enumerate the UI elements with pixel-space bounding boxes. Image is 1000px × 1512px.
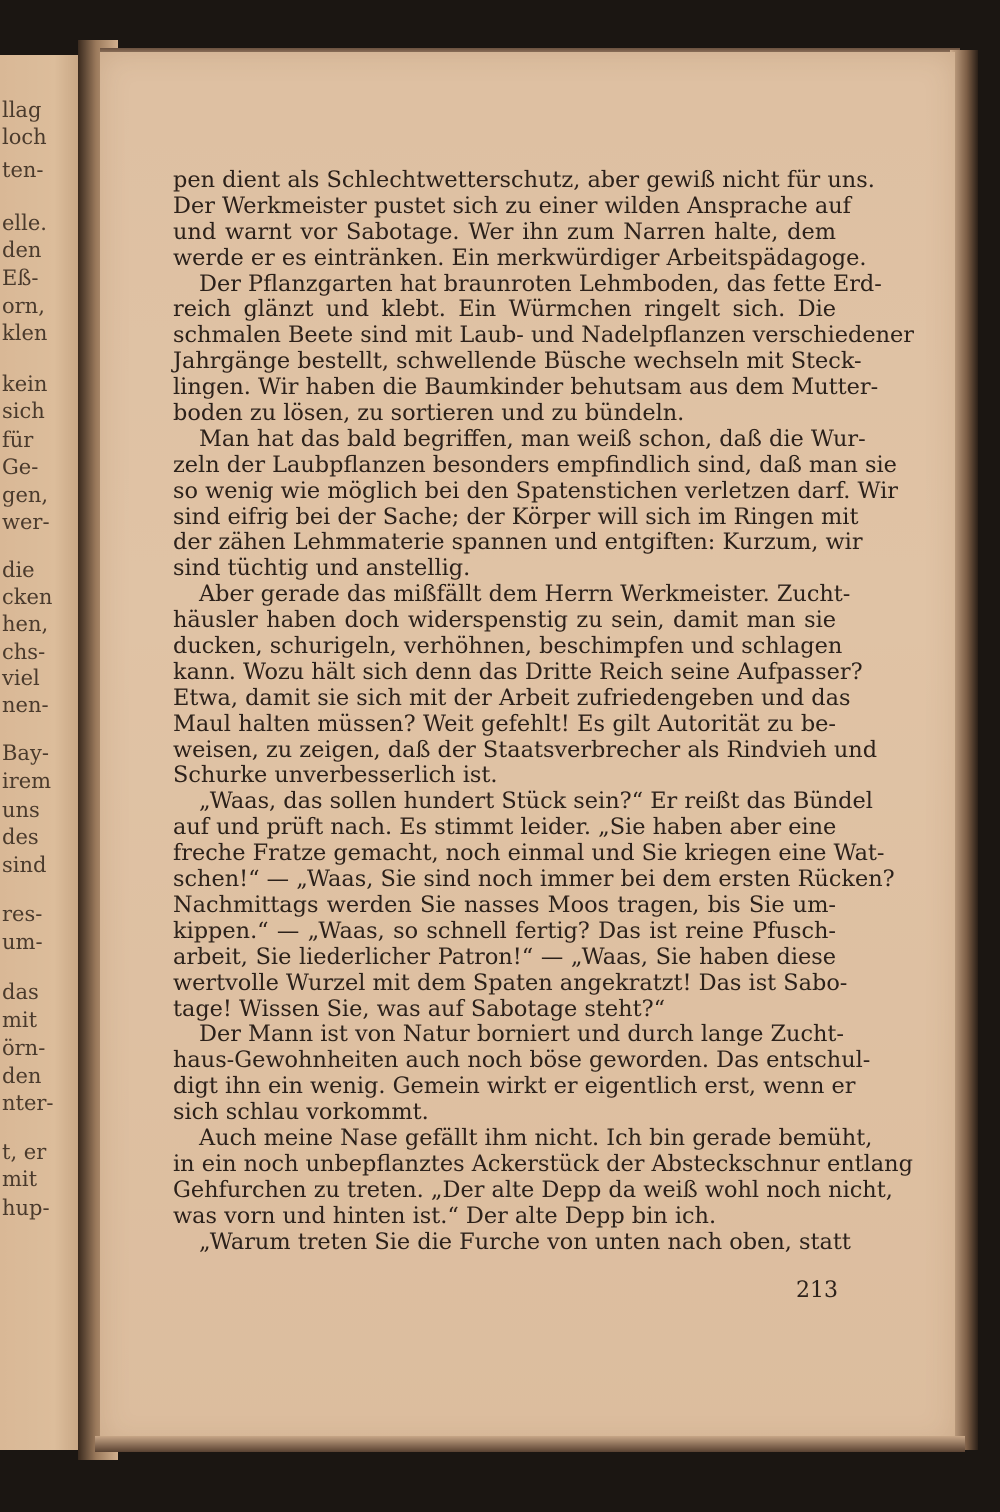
text-line: wertvolle Wurzel mit dem Spaten angekratzt! Das ist Sabo- xyxy=(173,969,848,996)
previous-page-fragment: elle. xyxy=(2,211,47,235)
previous-page-fragment: kein xyxy=(2,372,48,396)
text-line: sind tüchtig und anstellig. xyxy=(173,555,471,582)
previous-page-fragment: um- xyxy=(2,930,43,954)
text-line: haus-Gewohnheiten auch noch böse geworden. Das entschul- xyxy=(173,1047,871,1074)
text-line: Etwa, damit sie sich mit der Arbeit zufriedengeben und das xyxy=(173,684,851,711)
page-edge-bottom xyxy=(95,1436,965,1452)
previous-page-fragment: gen, xyxy=(2,483,49,507)
text-line: schen!“ — „Waas, Sie sind noch immer bei dem ersten Rücken? xyxy=(173,866,895,893)
previous-page-fragment: klen xyxy=(2,321,48,345)
text-line: so wenig wie möglich bei den Spatenstichen verletzen darf. Wir xyxy=(173,477,898,504)
previous-page-fragment: ten- xyxy=(2,158,44,182)
text-line: tage! Wissen Sie, was auf Sabotage steht?“ xyxy=(173,995,666,1022)
text-line: Aber gerade das mißfällt dem Herrn Werkmeister. Zucht- xyxy=(199,581,851,608)
text-line: auf und prüft nach. Es stimmt leider. „Sie haben aber eine xyxy=(173,814,837,841)
page-number: 213 xyxy=(796,1278,838,1303)
page-body-text xyxy=(173,167,915,1255)
previous-page-fragment: sind xyxy=(2,853,47,877)
text-line: und warnt vor Sabotage. Wer ihn zum Narren halte, dem xyxy=(173,218,836,245)
previous-page xyxy=(0,55,78,1450)
text-line: häusler haben doch widerspenstig zu sein, damit man sie xyxy=(173,607,836,634)
text-line: digt ihn ein wenig. Gemein wirkt er eigentlich erst, wenn er xyxy=(173,1073,856,1100)
text-line: kippen.“ — „Waas, so schnell fertig? Das ist reine Pfusch- xyxy=(173,917,836,944)
previous-page-fragment: nen- xyxy=(2,693,49,717)
text-line: Maul halten müssen? Weit gefehlt! Es gilt Autorität zu be- xyxy=(173,710,836,737)
text-line: Jahrgänge bestellt, schwellende Büsche wechseln mit Steck- xyxy=(173,348,862,375)
text-line: Gehfurchen zu treten. „Der alte Depp da weiß wohl noch nicht, xyxy=(173,1176,893,1203)
previous-page-fragment: t, er xyxy=(2,1140,47,1164)
previous-page-fragment: für xyxy=(2,428,34,452)
previous-page-fragment: llag xyxy=(2,98,42,122)
previous-page-fragment: den xyxy=(2,1064,42,1088)
text-line: „Waas, das sollen hundert Stück sein?“ Er reißt das Bündel xyxy=(199,788,873,815)
text-line: werde er es eintränken. Ein merkwürdiger Arbeitspädagoge. xyxy=(173,244,867,271)
previous-page-fragment: res- xyxy=(2,902,43,926)
text-line: Nachmittags werden Sie nasses Moos tragen, bis Sie um- xyxy=(173,891,836,918)
previous-page-fragment: Bay- xyxy=(2,741,49,765)
text-line: weisen, zu zeigen, daß der Staatsverbrecher als Rindvieh und xyxy=(173,736,878,763)
previous-page-fragment: die xyxy=(2,558,35,582)
previous-page-fragment: örn- xyxy=(2,1036,46,1060)
text-line: Man hat das bald begriffen, man weiß schon, daß die Wur- xyxy=(199,425,866,452)
text-line: boden zu lösen, zu sortieren und zu bündeln. xyxy=(173,400,685,427)
previous-page-fragment: viel xyxy=(2,666,40,690)
text-line: Der Werkmeister pustet sich zu einer wilden Ansprache auf xyxy=(173,192,851,219)
text-line: lingen. Wir haben die Baumkinder behutsam aus dem Mutter- xyxy=(173,374,879,401)
previous-page-fragment: sich xyxy=(2,399,45,423)
text-line: arbeit, Sie liederlicher Patron!“ — „Waas, Sie haben diese xyxy=(173,943,836,970)
text-line: in ein noch unbepflanztes Ackerstück der Absteckschnur entlang xyxy=(173,1150,913,1177)
text-line: Auch meine Nase gefällt ihm nicht. Ich bin gerade bemüht, xyxy=(199,1124,873,1151)
previous-page-fragment: nter- xyxy=(2,1091,54,1115)
previous-page-fragment: wer- xyxy=(2,510,50,534)
text-line: sind eifrig bei der Sache; der Körper will sich im Ringen mit xyxy=(173,503,859,530)
text-line: sich schlau vorkommt. xyxy=(173,1099,429,1126)
previous-page-fragment: mit xyxy=(2,1008,38,1032)
text-line: der zähen Lehmmaterie spannen und entgiften: Kurzum, wir xyxy=(173,529,863,556)
previous-page-fragment: chs- xyxy=(2,640,46,664)
previous-page-fragment: Eß- xyxy=(2,266,39,290)
previous-page-fragment: Ge- xyxy=(2,455,39,479)
text-line: Der Pflanzgarten hat braunroten Lehmboden, das fette Erd- xyxy=(199,270,882,297)
text-line: pen dient als Schlechtwetterschutz, aber gewiß nicht für uns. xyxy=(173,167,875,193)
previous-page-fragment: irem xyxy=(2,769,52,793)
previous-page-fragment: hen, xyxy=(2,612,49,636)
text-line: kann. Wozu hält sich denn das Dritte Reich seine Aufpasser? xyxy=(173,658,863,685)
text-line: Schurke unverbesserlich ist. xyxy=(173,762,498,789)
previous-page-fragment: den xyxy=(2,238,42,262)
text-line: zeln der Laubpflanzen besonders empfindlich sind, daß man sie xyxy=(173,451,897,478)
previous-page-fragment: des xyxy=(2,825,39,849)
text-line: was vorn und hinten ist.“ Der alte Depp bin ich. xyxy=(173,1202,717,1229)
text-line: Der Mann ist von Natur borniert und durch lange Zucht- xyxy=(199,1021,844,1048)
text-line: „Warum treten Sie die Furche von unten nach oben, statt xyxy=(199,1228,851,1255)
previous-page-fragment: orn, xyxy=(2,294,45,318)
previous-page-fragment: cken xyxy=(2,585,53,609)
text-line: reich glänzt und klebt. Ein Würmchen ringelt sich. Die xyxy=(173,296,836,323)
text-line: freche Fratze gemacht, noch einmal und Sie kriegen eine Wat- xyxy=(173,840,885,867)
text-line: schmalen Beete sind mit Laub- und Nadelpflanzen verschiedener xyxy=(173,322,915,349)
previous-page-fragment: hup- xyxy=(2,1196,50,1220)
previous-page-fragment: uns xyxy=(2,798,40,822)
previous-page-fragment: loch xyxy=(2,125,47,149)
previous-page-fragment: das xyxy=(2,980,39,1004)
previous-page-fragment: mit xyxy=(2,1167,38,1191)
text-line: ducken, schurigeln, verhöhnen, beschimpfen und schlagen xyxy=(173,633,843,660)
